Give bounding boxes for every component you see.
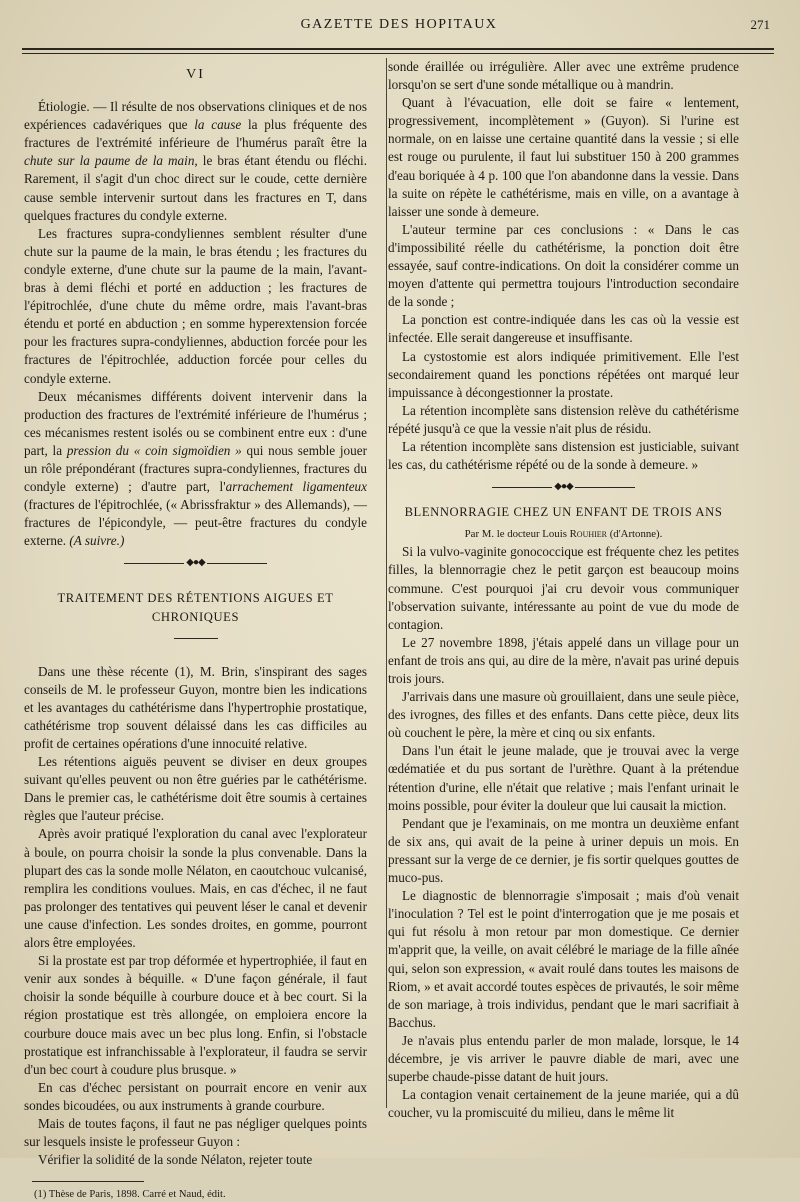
column-divider — [386, 58, 387, 1108]
run: , le bras étant étendu ou fléchi. Rarement, il s'agit d'un choc direct sur le coude, cette dernière cause semble intervenir surtout dans les fractures en T, dans quelques fractures du condyle externe. — [24, 153, 367, 223]
byline-prefix: Par M. le docteur Louis — [464, 528, 570, 541]
footnote-rule — [32, 1181, 144, 1182]
paragraph: Après avoir pratiqué l'exploration du canal avec l'explorateur à boule, on pourra choisir la sonde la plus convenable. Dans la plupart des cas la sonde molle Nélaton, en caoutchouc vulcanisé, remplira les conditions voulues. Mais, en cas d'échec, il ne faut pas prolonger des tentatives qui peuvent léser le canal et devenir une cause d'infection. Les sondes droites, en gomme, pourront alors être employées. — [24, 826, 367, 951]
run: Deux mécanismes différents doivent intervenir dans la production des fractures de l'extrémité inférieure de l'humérus ; ces mécanismes restent isolés ou se combinent entre eux : d'une part, la — [24, 388, 367, 458]
paragraph: La contagion venait certainement de la jeune mariée, qui a dû coucher, vu la promiscuité du milieu, dans le même lit — [388, 1087, 739, 1121]
paragraph: La rétention incomplète sans distension est justiciable, suivant les cas, du cathétérisme répété ou de la sonde à demeure. » — [388, 438, 739, 473]
run-italic: chute sur la paume de la main — [24, 153, 195, 169]
paragraph: En cas d'échec persistant on pourrait encore en venir aux sondes bicoudées, ou aux instruments à grande courbure. — [24, 1079, 367, 1113]
left-column — [24, 58, 367, 1202]
to-be-continued: (A suivre.) — [69, 533, 125, 549]
byline-suffix: (d'Artonne). — [607, 528, 663, 541]
paragraph: Quant à l'évacuation, elle doit se faire « lentement, progressivement, incomplètement » (Guyon). Si l'urine est normale, on en laisse une certaine quantité dans la vessie ; si elle est rouge ou purulente, il faut lui substituer 150 à 200 grammes d'eau boriquée à 4 p. 100 que l'on abandonne dans la vessie. Dans la suite on répète le cathétérisme, mais en ville, on a avantage à laisser une sonde à demeure. — [388, 95, 739, 219]
page-number: 271 — [750, 17, 770, 32]
paragraph: Le diagnostic de blennorragie s'imposait ; mais d'où venait l'inoculation ? Tel est le point d'interrogation que je me posais et qui fut résolu à mon retour par mon domestique. Ce dernier m'apprit que, la veille, on avait célébré le mariage de la fille aînée qui, selon son expression, « avait roulé dans toutes les maisons de Riom, » et avait accordé toutes espèces de privautés, le soir même de son mariage, à trois individus, pendant que le mari sacrifiait à Bacchus. — [388, 888, 739, 1030]
run: — Il résulte de nos observations cliniques et de nos expériences cadavériques que — [24, 99, 367, 133]
paragraph: La ponction est contre-indiquée dans les cas où la vessie est infectée. Elle serait dangereuse et insuffisante. — [388, 312, 739, 346]
paragraph — [24, 388, 367, 551]
header-rule-thin — [22, 53, 774, 54]
run: qui nous semble jouer un rôle prépondérant (fractures supra-condyliennes, fractures du condyle externe) ; d'autre part, l' — [24, 442, 367, 495]
paragraph: sonde éraillée ou irrégulière. Aller avec une extrême prudence lorsqu'on se sert d'une sonde métallique ou à mandrin. — [388, 59, 739, 93]
paragraph: Les fractures supra-condyliennes semblent résulter d'une chute sur la paume de la main, le bras étendu ; les fractures du condyle externe, d'une chute sur la paume de la main, l'avant-bras à demi fléchi et porté en adduction ; les fractures de l'épitrochlée, d'une chute du même ordre, mais l'avant-bras étendu et porté en abduction ; en somme hyperextension forcée pour les fractures supra-condyliennes, abduction forcée pour les fractures de l'épitrochlée, adduction forcée pour celles du condyle externe. — [24, 225, 367, 386]
run: la plus fréquente des fractures de l'extrémité inférieure de l'humérus paraît être la — [24, 117, 367, 151]
paragraph: Si la prostate est par trop déformée et hypertrophiée, il faut en venir aux sondes à béquille. « D'une façon générale, il faut choisir la sonde béquille à courbure douce et à bec court. Si la région prostatique est très allongée, on emploiera encore la courbure douce mais avec un bec plus long. Enfin, si l'obstacle prostatique est infranchissable à l'explorateur, il faudra se servir d'un bec court à coudure plus brusque. » — [24, 953, 367, 1077]
section-ornament: ◆●◆ — [388, 483, 739, 491]
footnote: (1) Thèse de Paris, 1898. Carré et Naud, édit. — [34, 1189, 226, 1201]
paragraph: Le 27 novembre 1898, j'étais appelé dans un village pour un enfant de trois ans qui, au dire de la mère, n'avait pas uriné depuis trois jours. — [388, 634, 739, 686]
right-column — [388, 58, 739, 1122]
paragraph: Je n'avais plus entendu parler de mon malade, lorsque, le 14 décembre, je vis arriver le pauvre diable de mari, avec une superbe chaude-pisse datant de huit jours. — [388, 1032, 739, 1085]
paragraph: Dans une thèse récente (1), M. Brin, s'inspirant des sages conseils de M. le professeur Guyon, montre bien les indications et les avantages du cathétérisme dans l'hypertrophie prostatique, cathétérisme trop souvent délaissé dans les cas difficiles au profit de certaines opérations d'une innocuité relative. — [24, 663, 367, 751]
paragraph: Si la vulvo-vaginite gonococcique est fréquente chez les petites filles, la blennorragie chez le petit garçon est beaucoup moins commune. C'est pourquoi j'ai cru devoir vous communiquer l'observation suivante, intéressante au point de vue du mode de contagion. — [388, 544, 739, 632]
paragraph: Les rétentions aiguës peuvent se diviser en deux groupes suivant qu'elles peuvent ou non être guéries par le cathétérisme. Dans le premier cas, le cathétérisme doit être soumis à certaines règles que l'auteur précise. — [24, 754, 367, 824]
paragraph: Mais de toutes façons, il faut ne pas négliger quelques points sur lesquels insiste le professeur Guyon : — [24, 1115, 367, 1150]
run: (fractures de l'épitrochlée, (« Abrissfraktur » des Allemands), — fractures de l'épicondyle, — peut-être fractures du condyle externe. — [24, 497, 367, 549]
run-italic: pression du « coin sigmoïdien » — [66, 442, 242, 458]
byline — [388, 525, 739, 543]
section-ornament: ◆●◆ — [24, 559, 367, 567]
page-header — [20, 14, 778, 36]
paragraph: La cystostomie est alors indiquée primitivement. Elle l'est secondairement quand les ponctions répétées ont marqué leur impuissance à décongestionner la prostate. — [388, 348, 739, 400]
author-name: Rouhier — [569, 528, 608, 541]
paragraph: La rétention incomplète sans distension relève du cathétérisme répété jusqu'à ce que la vessie n'ait plus de résidu. — [388, 402, 739, 436]
section-number: VI — [186, 67, 205, 82]
article-title: BLENNORRAGIE CHEZ UN ENFANT DE TROIS ANS — [404, 505, 723, 520]
paragraph: L'auteur termine par ces conclusions : « Dans le cas d'impossibilité réelle du cathétérisme, la ponction doit être essayée, sauf contre-indications. On doit la considérer comme un moyen d'attente qui permettra toujours l'introduction secondaire de la sonde ; — [388, 221, 739, 310]
paragraph: J'arrivais dans une masure où grouillaient, dans une seule pièce, des ivrognes, des filles et des enfants. Dans cette pièce, deux lits où couchent le père, la mère et cinq ou six enfants. — [388, 689, 739, 741]
paragraph: Vérifier la solidité de la sonde Nélaton, rejeter toute — [38, 1152, 313, 1168]
run-italic: la cause — [194, 117, 242, 133]
paragraph — [24, 98, 367, 225]
run-head: Étiologie. — [38, 99, 90, 115]
paragraph: Dans l'un était le jeune malade, que je trouvai avec la verge œdématiée et du pus sortant de l'urèthre. Quant à la prétendue rétention d'urine, elle n'était que relative ; mais l'enfant urinait le moins possible, pour éviter la douleur que lui causait la miction. — [388, 743, 739, 813]
run-italic: arrachement ligamenteux — [225, 479, 367, 495]
header-rule — [22, 48, 774, 50]
article-title: TRAITEMENT DES RÉTENTIONS AIGUES ET CHRONIQUES — [57, 591, 334, 624]
journal-title: GAZETTE DES HOPITAUX — [300, 17, 498, 32]
title-rule — [174, 638, 218, 639]
paragraph: Pendant que je l'examinais, on me montra un deuxième enfant de six ans, qui avait de la peine à uriner depuis un mois. En pressant sur la verge de ce dernier, je fis sortir quelques gouttes de muco-pus. — [388, 815, 739, 886]
